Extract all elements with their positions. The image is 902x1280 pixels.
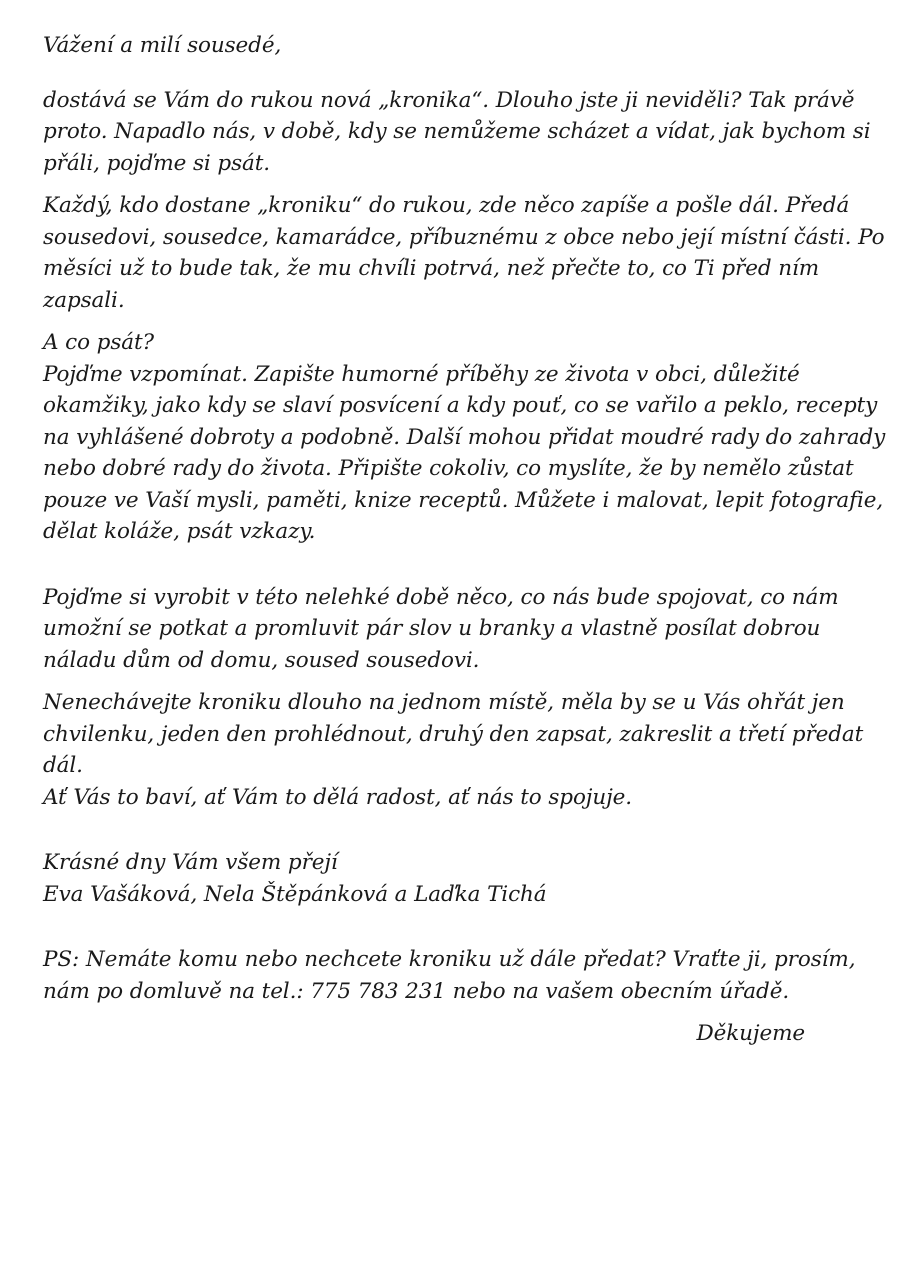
paragraph-line: měsíci už to bude tak, že mu chvíli potrvá, než přečte to, co Ti před ním [43, 256, 820, 281]
paragraph-line: na vyhlášené dobroty a podobně. Další mohou přidat moudré rady do zahrady [43, 424, 886, 450]
paragraph-line: náladu dům od domu, soused sousedovi. [43, 647, 480, 673]
paragraph-purpose [43, 582, 873, 677]
postscript-line: nám po domluvě na tel.: 775 783 231 nebo na vašem obecním úřadě. [43, 978, 790, 1004]
section-question: A co psát? [43, 330, 154, 355]
paragraph-line: dál. [43, 753, 83, 778]
paragraph-line: sousedovi, sousedce, kamarádce, příbuznému z obce nebo její místní části. Po [43, 224, 885, 250]
paragraph-line: Pojďme vzpomínat. Zapište humorné příběhy ze života v obci, důležité [43, 361, 800, 387]
paragraph-line: Pojďme si vyrobit v této nelehké době něco, co nás bude spojovat, co nám [43, 584, 839, 610]
paragraph-line: zapsali. [43, 287, 125, 313]
postscript-line: PS: Nemáte komu nebo nechcete kroniku už dále předat? Vraťte ji, prosím, [43, 947, 856, 972]
thank-you-signoff: Děkujeme [696, 1021, 805, 1046]
paragraph-line: dělat koláže, psát vzkazy. [43, 519, 316, 544]
paragraph-what-to-write [43, 327, 886, 548]
paragraph-line: pouze ve Vaší mysli, paměti, knize receptů. Můžete i malovat, lepit fotografie, [43, 487, 884, 513]
author-names: Eva Vašáková, Nela Štěpánková a Laďka Tichá [43, 881, 547, 907]
paragraph-line: Ať Vás to baví, ať Vám to dělá radost, ať nás to spojuje. [43, 784, 633, 810]
letter-page [43, 30, 886, 1050]
paragraph-line: dostává se Vám do rukou nová „kronika“. Dlouho jste ji neviděli? Tak právě [43, 87, 855, 113]
closing-wish: Krásné dny Vám všem přejí [43, 850, 338, 875]
paragraph-line: Nenechávejte kroniku dlouho na jednom místě, měla by se u Vás ohřát jen [43, 690, 845, 715]
paragraph-line: přáli, pojďme si psát. [43, 150, 270, 176]
paragraph-how-it-works [43, 190, 885, 316]
paragraph-line: Každý, kdo dostane „kroniku“ do rukou, zde něco zapíše a pošle dál. Předá [43, 193, 850, 218]
paragraph-instructions [43, 687, 873, 813]
paragraph-line: chvilenku, jeden den prohlédnout, druhý den zapsat, zakreslit a třetí předat [43, 721, 864, 747]
greeting: Vážení a milí sousedé, [43, 33, 282, 58]
paragraph-introduction [43, 85, 873, 180]
postscript [43, 944, 873, 1007]
paragraph-line: proto. Napadlo nás, v době, kdy se nemůžeme scházet a vídat, jak bychom si [43, 119, 871, 144]
closing-signature [43, 847, 873, 910]
paragraph-line: nebo dobré rady do života. Připište cokoliv, co myslíte, že by nemělo zůstat [43, 456, 854, 481]
paragraph-line: umožní se potkat a promluvit pár slov u branky a vlastně posílat dobrou [43, 616, 821, 641]
paragraph-line: okamžiky, jako kdy se slaví posvícení a kdy pouť, co se vařilo a peklo, recepty [43, 393, 878, 418]
